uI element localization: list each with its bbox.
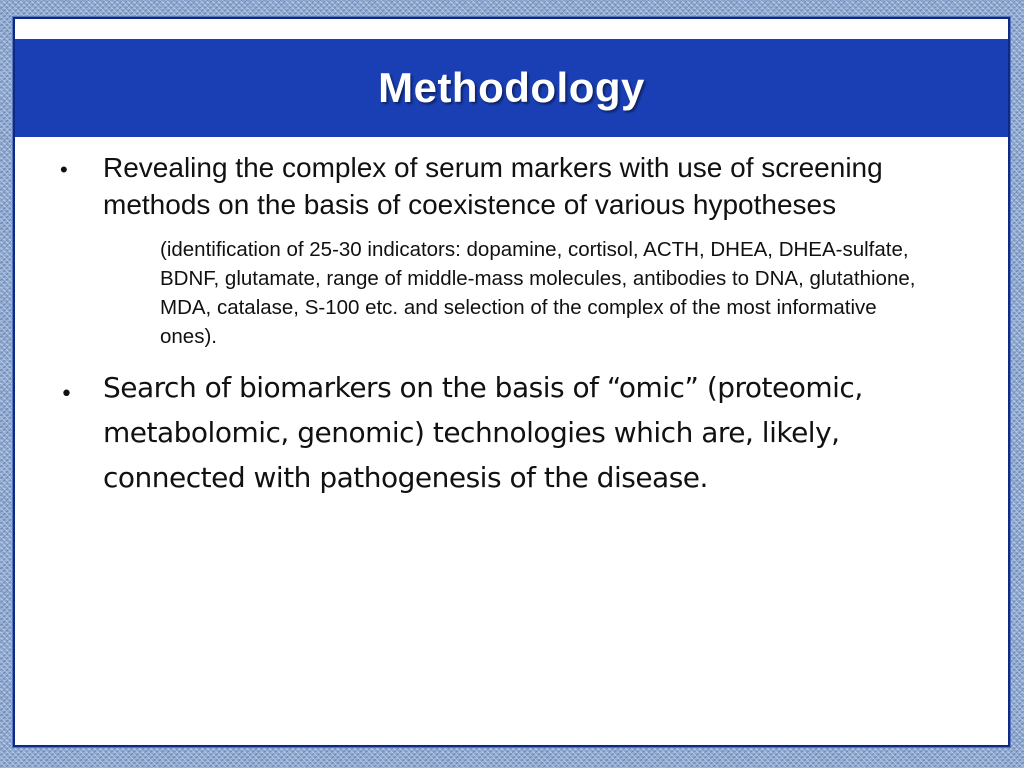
slide-content [60,149,980,500]
title-bar [15,39,1008,137]
bullet-item-2 [60,365,980,500]
bullet-text: Revealing the complex of serum markers with use of screening methods on the basis of coexistence of various hypotheses [103,152,883,220]
slide [13,17,1010,747]
bullet-item-1 [60,149,980,223]
sub-note: (identification of 25-30 indicators: dopamine, cortisol, ACTH, DHEA, DHEA-sulfate, BDNF, glutamate, range of middle-mass molecules, antibodies to DNA, glutathione, MDA, catalase, S-100 etc. and selection of the complex of the most informative ones). [160,238,916,348]
slide-title: Methodology [378,64,645,111]
bullet-marker: • [60,157,68,182]
bullet-marker: • [60,382,73,407]
bullet-text: Search of biomarkers on the basis of “omic” (proteomic, metabolomic, genomic) technologies which are, likely, connected with pathogenesis of the disease. [103,371,863,494]
